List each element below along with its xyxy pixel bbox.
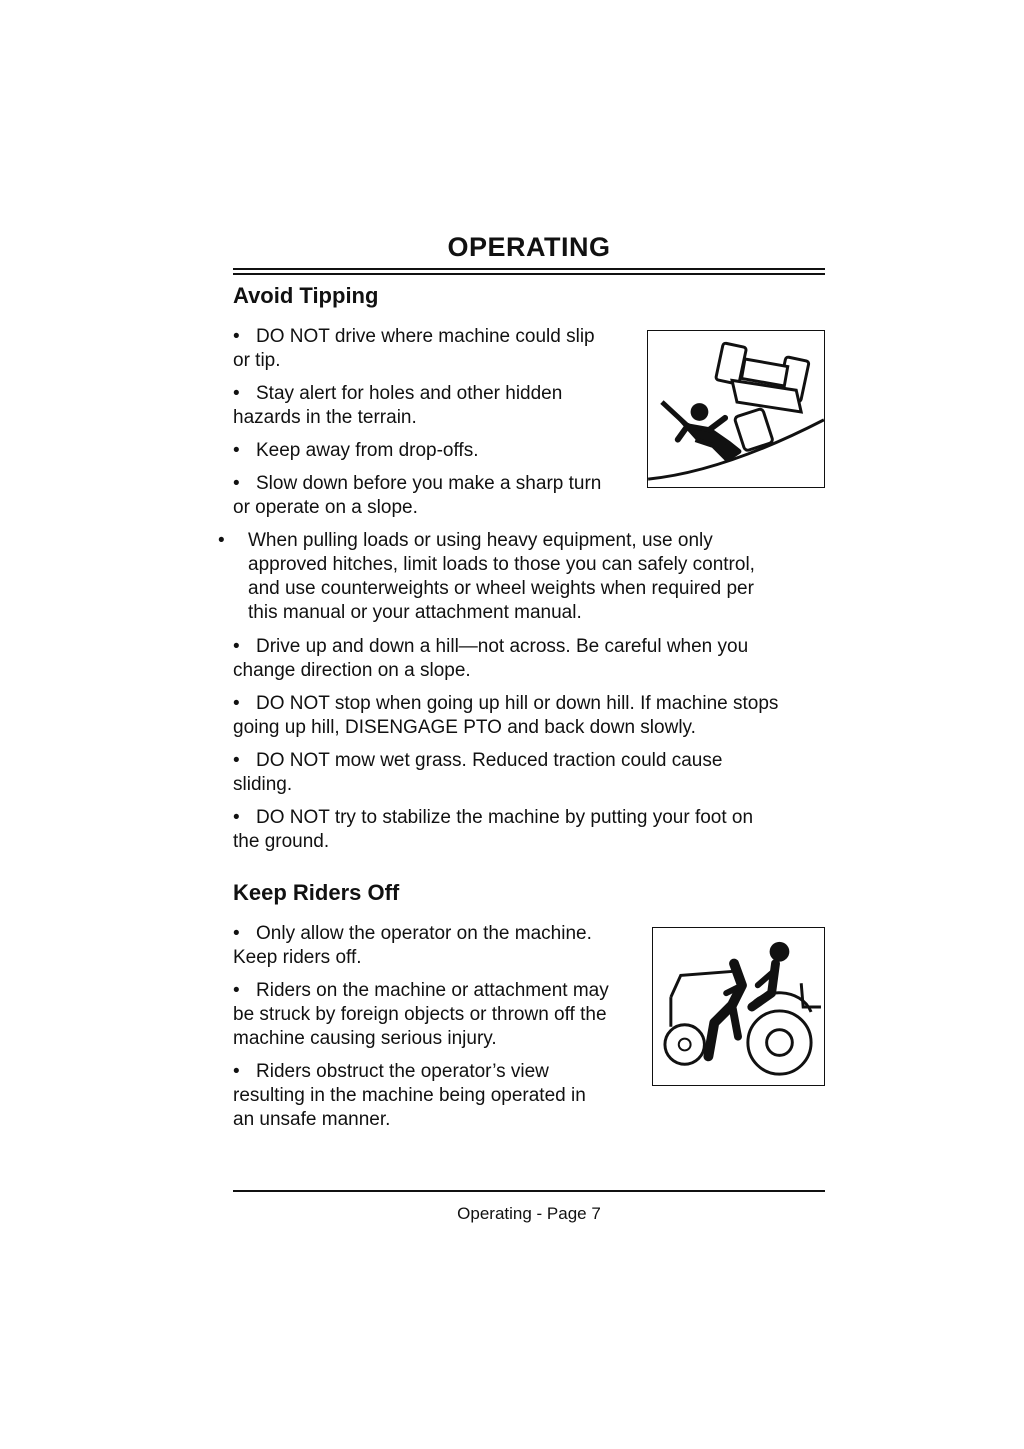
bullet-item <box>233 472 643 520</box>
bullet-text: be struck by foreign objects or thrown off the <box>233 1004 607 1025</box>
bullet-text: the ground. <box>233 831 330 852</box>
bullet-text: sliding. <box>233 774 293 795</box>
bullet-item <box>233 749 825 797</box>
bullet-item <box>218 529 840 625</box>
bullet-text: approved hitches, limit loads to those you can safely control, <box>248 554 755 575</box>
bullet-text: Riders obstruct the operator’s view <box>256 1061 549 1082</box>
bullet-text: Slow down before you make a sharp turn <box>256 473 602 494</box>
bullet-mark: • <box>233 923 240 944</box>
bullet-mark: • <box>233 636 240 657</box>
footer-rule <box>233 1190 825 1192</box>
tractor-tipping-icon <box>648 331 824 487</box>
bullet-mark: • <box>233 693 240 714</box>
bullet-item <box>233 439 643 463</box>
bullet-item <box>233 692 833 740</box>
bullet-mark: • <box>233 440 240 461</box>
bullet-text: Keep riders off. <box>233 947 362 968</box>
page-footer: Operating - Page 7 <box>457 1204 601 1223</box>
bullet-text: Riders on the machine or attachment may <box>256 980 609 1001</box>
bullet-item <box>233 635 825 683</box>
bullet-text: and use counterweights or wheel weights when required per <box>248 578 754 599</box>
bullet-mark: • <box>233 1061 240 1082</box>
bullet-text: When pulling loads or using heavy equipment, use only <box>248 530 713 551</box>
no-riders-illustration <box>652 927 825 1086</box>
bullet-item <box>233 979 643 1051</box>
bullet-mark: • <box>233 980 240 1001</box>
bullet-text: machine causing serious injury. <box>233 1028 497 1049</box>
bullet-text: this manual or your attachment manual. <box>248 602 582 623</box>
bullet-mark: • <box>233 807 240 828</box>
bullet-text: Stay alert for holes and other hidden <box>256 383 563 404</box>
bullet-text: Keep away from drop-offs. <box>256 440 479 461</box>
bullet-text: Drive up and down a hill—not across. Be careful when you <box>256 636 749 657</box>
bullet-mark: • <box>233 383 240 404</box>
header-rule-lower <box>233 273 825 275</box>
tipping-hazard-illustration <box>647 330 825 488</box>
bullet-text: an unsafe manner. <box>233 1109 391 1130</box>
bullet-text: DO NOT try to stabilize the machine by putting your foot on <box>256 807 754 828</box>
bullet-text: DO NOT drive where machine could slip <box>256 326 595 347</box>
bullet-item <box>233 382 643 430</box>
bullet-mark: • <box>233 473 240 494</box>
tractor-rider-icon <box>653 928 824 1085</box>
bullet-mark: • <box>218 530 225 551</box>
bullet-text: or tip. <box>233 350 281 371</box>
bullet-item <box>233 325 643 373</box>
bullet-item <box>233 806 825 854</box>
bullet-text: or operate on a slope. <box>233 497 418 518</box>
bullet-text: change direction on a slope. <box>233 660 471 681</box>
page-title: OPERATING <box>447 232 611 262</box>
bullet-item <box>233 1060 643 1132</box>
bullet-text: DO NOT mow wet grass. Reduced traction could cause <box>256 750 723 771</box>
bullet-text: DO NOT stop when going up hill or down hill. If machine stops <box>256 693 779 714</box>
header-rule-upper <box>233 268 825 270</box>
bullet-item <box>233 922 643 970</box>
bullet-text: resulting in the machine being operated in <box>233 1085 586 1106</box>
bullet-text: going up hill, DISENGAGE PTO and back down slowly. <box>233 717 696 738</box>
bullet-mark: • <box>233 750 240 771</box>
section-heading-keep-riders-off: Keep Riders Off <box>233 880 400 905</box>
bullet-text: Only allow the operator on the machine. <box>256 923 592 944</box>
bullet-mark: • <box>233 326 240 347</box>
bullet-text: hazards in the terrain. <box>233 407 417 428</box>
section-heading-avoid-tipping: Avoid Tipping <box>233 283 379 308</box>
